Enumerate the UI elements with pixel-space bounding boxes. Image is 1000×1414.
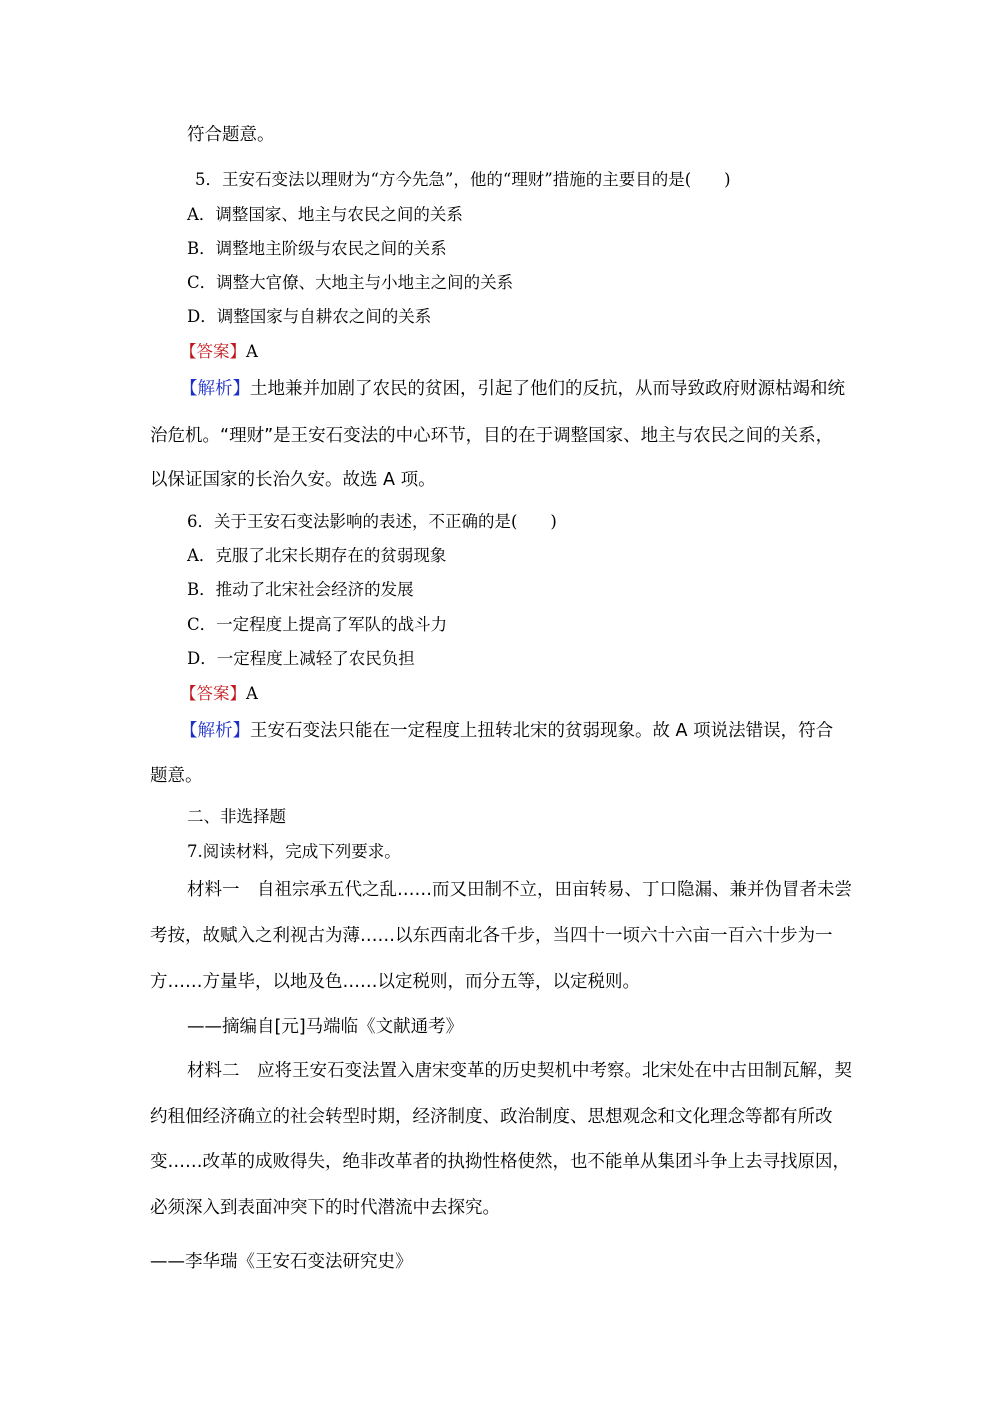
material-2-line-4: 必须深入到表面冲突下的时代潜流中去探究。 — [150, 1198, 500, 1218]
question-5-analysis-line-2: 治危机。“理财”是王安石变法的中心环节，目的在于调整国家、地主与农民之间的关系， — [150, 426, 834, 446]
question-5-answer — [180, 341, 258, 363]
question-6-analysis-line-1 — [180, 720, 833, 742]
question-4-tail: 符合题意。 — [187, 125, 275, 145]
analysis-bracket-open: 【 — [180, 379, 198, 399]
analysis-text: 土地兼并加剧了农民的贫困，引起了他们的反抗，从而导致政府财源枯竭和统 — [250, 379, 845, 399]
analysis-bracket-close: 】 — [232, 379, 250, 399]
answer-bracket-close: 】 — [229, 684, 246, 703]
answer-bracket-open: 【 — [180, 684, 197, 703]
analysis-label: 解析 — [197, 379, 233, 399]
analysis-text: 王安石变法只能在一定程度上扭转北宋的贫弱现象。故 A 项说法错误，符合 — [250, 721, 834, 741]
analysis-label: 解析 — [197, 721, 233, 741]
question-7-stem: 7.阅读材料，完成下列要求。 — [187, 842, 401, 861]
question-6-stem: 6．关于王安石变法影响的表述，不正确的是( ) — [187, 512, 557, 531]
analysis-bracket-open: 【 — [180, 721, 198, 741]
answer-bracket-close: 】 — [229, 342, 246, 361]
question-6-option-b: B．推动了北宋社会经济的发展 — [187, 580, 414, 599]
material-2-source: ——李华瑞《王安石变法研究史》 — [150, 1252, 413, 1272]
question-6-option-d: D．一定程度上减轻了农民负担 — [187, 649, 415, 668]
material-2-line-2: 约租佃经济确立的社会转型时期，经济制度、政治制度、思想观念和文化理念等都有所改 — [150, 1107, 833, 1127]
question-5-option-d: D．调整国家与自耕农之间的关系 — [187, 307, 432, 326]
question-6-answer — [180, 683, 258, 705]
question-5-option-c: C．调整大官僚、大地主与小地主之间的关系 — [187, 273, 514, 292]
question-5-stem: 5．王安石变法以理财为“方今先急”，他的“理财”措施的主要目的是( ) — [195, 170, 731, 189]
question-5-option-b: B．调整地主阶级与农民之间的关系 — [187, 239, 447, 258]
answer-label: 答案 — [196, 684, 230, 703]
material-2-line-1: 材料二 应将王安石变法置入唐宋变革的历史契机中考察。北宋处在中古田制瓦解，契 — [187, 1061, 852, 1081]
question-5-analysis-line-1 — [180, 378, 845, 400]
question-6-option-a: A．克服了北宋长期存在的贫弱现象 — [187, 546, 447, 565]
material-2-line-3: 变……改革的成败得失，绝非改革者的执拗性格使然，也不能单从集团斗争上去寻找原因， — [150, 1152, 850, 1172]
material-1-line-1: 材料一 自祖宗承五代之乱……而又田制不立，田亩转易、丁口隐漏、兼并伪冒者未尝 — [187, 880, 852, 900]
question-6-analysis-line-2: 题意。 — [150, 766, 203, 786]
answer-bracket-open: 【 — [180, 342, 197, 361]
question-5-option-a: A．调整国家、地主与农民之间的关系 — [187, 205, 463, 224]
material-1-source: ——摘编自[元]马端临《文献通考》 — [187, 1017, 464, 1037]
material-1-line-2: 考按，故赋入之利视古为薄……以东西南北各千步，当四十一顷六十六亩一百六十步为一 — [150, 926, 833, 946]
answer-value: A — [246, 684, 258, 703]
answer-label: 答案 — [196, 342, 230, 361]
analysis-bracket-close: 】 — [232, 721, 250, 741]
question-6-option-c: C．一定程度上提高了军队的战斗力 — [187, 615, 448, 634]
material-1-line-3: 方……方量毕，以地及色……以定税则，而分五等，以定税则。 — [150, 972, 640, 992]
question-5-analysis-line-3: 以保证国家的长治久安。故选 A 项。 — [150, 470, 436, 490]
answer-value: A — [246, 342, 258, 361]
section-heading: 二、非选择题 — [187, 807, 286, 826]
